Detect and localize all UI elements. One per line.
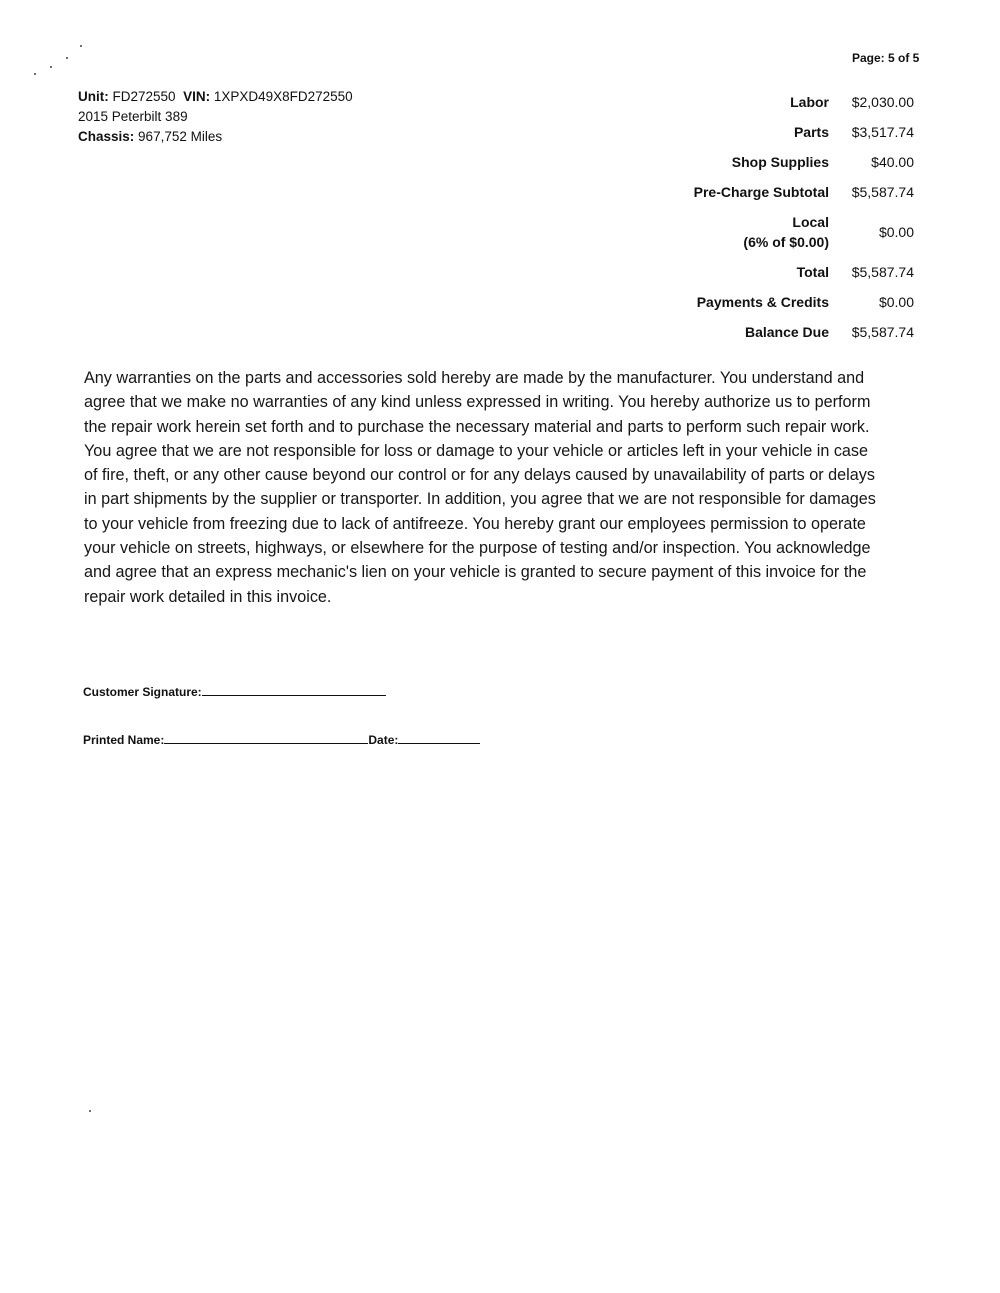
printed-name-field[interactable] [164, 733, 368, 744]
terms-line: repair work detailed in this invoice. [84, 587, 332, 606]
printed-name-label: Printed Name: [83, 733, 165, 747]
totals-row-labor [694, 87, 914, 117]
totals-label: Labor [790, 94, 829, 110]
totals-value: $2,030.00 [851, 94, 914, 110]
chassis-label: Chassis: [78, 129, 135, 144]
chassis-value: 967,752 Miles [138, 129, 223, 144]
totals-value: $5,587.74 [851, 184, 914, 200]
totals-summary [694, 87, 914, 347]
vin-label: VIN: [183, 89, 211, 104]
terms-line: the repair work herein set forth and to purchase the necessary material and parts to perform such repair work. [84, 417, 870, 436]
totals-row-pre-charge-subtotal [694, 177, 914, 207]
totals-row-local-tax [694, 207, 914, 257]
totals-row-parts [694, 117, 914, 147]
terms-line: your vehicle on streets, highways, or elsewhere for the purpose of testing and/or inspection. You acknowledge [84, 539, 871, 558]
vehicle-model: 2015 Peterbilt 389 [78, 109, 188, 124]
chassis-line [78, 127, 353, 147]
scan-speck [66, 57, 68, 59]
local-tax-label: Local [792, 214, 829, 230]
totals-value: $0.00 [878, 294, 914, 310]
customer-signature-row [83, 685, 386, 699]
terms-line: Any warranties on the parts and accessories sold hereby are made by the manufacturer. You understand and [84, 369, 865, 387]
totals-label [743, 212, 829, 252]
totals-row-shop-supplies [694, 147, 914, 177]
totals-label: Shop Supplies [731, 154, 829, 170]
totals-row-total [694, 257, 914, 287]
local-tax-sublabel: (6% of $0.00) [743, 234, 829, 250]
totals-row-payments-credits [694, 287, 914, 317]
vin-value: 1XPXD49X8FD272550 [213, 89, 353, 104]
scan-speck [80, 45, 82, 47]
totals-label: Pre-Charge Subtotal [693, 184, 829, 200]
terms-line: and agree that an express mechanic's lien on your vehicle is granted to secure payment of this invoice for the [84, 563, 867, 582]
customer-signature-field[interactable] [202, 685, 386, 696]
totals-value: $3,517.74 [851, 124, 914, 140]
vehicle-info [78, 87, 353, 147]
totals-label: Balance Due [744, 324, 829, 340]
scan-speck [89, 1110, 91, 1112]
unit-vin-line [78, 87, 353, 107]
terms-line: to your vehicle from freezing due to lack of antifreeze. You hereby grant our employees permission to operate [84, 514, 866, 533]
printed-name-row [83, 733, 480, 747]
terms-line: in part shipments by the supplier or transporter. In addition, you agree that we are not responsible for damages [84, 490, 876, 509]
terms-line: of fire, theft, or any other cause beyond our control or for any delays caused by unavailability of parts or delays [84, 466, 875, 485]
scan-speck [34, 73, 36, 75]
totals-label: Payments & Credits [696, 294, 829, 310]
date-label: Date: [368, 733, 399, 747]
totals-value: $40.00 [871, 154, 914, 170]
unit-label: Unit: [78, 89, 109, 104]
terms-paragraph [84, 366, 904, 609]
page-number: Page: 5 of 5 [852, 51, 920, 65]
totals-value: $0.00 [878, 224, 914, 240]
unit-value: FD272550 [112, 89, 176, 104]
scan-speck [50, 66, 52, 68]
totals-label: Total [796, 264, 829, 280]
totals-label: Parts [793, 124, 829, 140]
date-field[interactable] [398, 733, 480, 744]
totals-value: $5,587.74 [851, 324, 914, 340]
terms-line: agree that we make no warranties of any kind unless expressed in writing. You hereby authorize us to perform [84, 393, 871, 412]
totals-row-balance-due [694, 317, 914, 347]
customer-signature-label: Customer Signature: [83, 685, 202, 699]
totals-value: $5,587.74 [851, 264, 914, 280]
terms-line: You agree that we are not responsible for loss or damage to your vehicle or articles left in your vehicle in case [84, 441, 869, 460]
